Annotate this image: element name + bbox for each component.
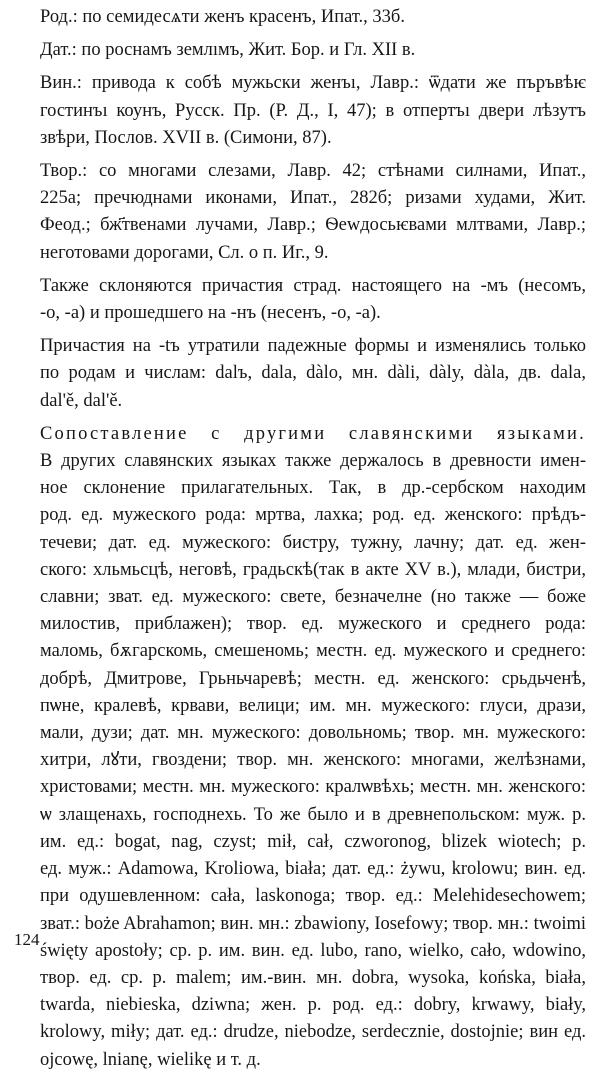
text-line: Причастия на -tъ утратили падежные формы и изменялись только bbox=[40, 336, 586, 357]
paragraph-dat bbox=[40, 37, 586, 64]
text-line: ед. муж.: Adamowa, Kroliowa, biała; дат. ед.: żywu, krolowu; вин. ед. bbox=[40, 859, 586, 880]
text-line: В других славянских языках также держалось в древности имен- bbox=[40, 451, 586, 472]
text-line: зват.: boże Abrahamon; вин. мн.: zbawiony, Iosefowy; твор. мн.: twoimi bbox=[40, 913, 586, 934]
text-line: krolowy, miły; дат. ед.: drudze, niebodze, serdecznie, dostojnie; вин ед. bbox=[40, 1022, 586, 1043]
text-line: по родам и числам: dalъ, dala, dàlo, мн. dàli, dàly, dàla, дв. dala, bbox=[40, 363, 586, 384]
text-line: Твор.: со многами слезами, Лавр. 42; стѣнами силнами, Ипат., bbox=[40, 161, 586, 182]
text-line: Вин.: привода к собѣ мужьски женъı, Лавр.: ѿдати же пъръвѣѥ bbox=[40, 73, 586, 94]
text-line: хитри, лꙋти, гвоздени; твор. мн. женского: многами, желѣзнами, bbox=[40, 750, 586, 771]
text-line: гостинъı коунъ, Русск. Пр. (Р. Д., I, 47); в отпертъı двери лѣзутъ bbox=[40, 100, 586, 121]
paragraph-tvor bbox=[40, 158, 586, 267]
body-text bbox=[40, 4, 586, 1074]
text-line: милостив, приблажен); твор. ед. мужеского и среднего рода: bbox=[40, 614, 586, 635]
page-number: 124 bbox=[14, 930, 40, 949]
text-line: ѡ злащенахь, господнехь. То же было и в древнепольском: муж. р. bbox=[40, 804, 586, 825]
text-line: им. ед.: bogat, nag, czyst; mił, cał, czworonog, blizek wiotech; р. bbox=[40, 831, 586, 852]
text-line: 225а; пречюднами иконами, Ипат., 282б; ризами худами, Жит. bbox=[40, 188, 586, 209]
section-paragraph bbox=[40, 448, 586, 1074]
text-line: мали, дузи; дат. мн. мужеского: довольномь; твор. мн. мужеского: bbox=[40, 723, 586, 744]
text-line: звѣри, Послов. XVII в. (Симони, 87). bbox=[40, 127, 332, 148]
paragraph-takzhe bbox=[40, 273, 586, 327]
text-line: ное склонение прилагательных. Так, в др.-сербском находим bbox=[40, 478, 586, 499]
text-line: dal'ě, dal'ě. bbox=[40, 390, 123, 411]
text-line: добрѣ, Дмитрове, Грьньчаревѣ; местн. ед. женского: срьдьченѣ, bbox=[40, 668, 586, 689]
text-line: święty apostoły; ср. р. им. вин. ед. lubo, rano, wielko, cało, wdowino, bbox=[40, 940, 586, 961]
text-line: Род.: по семидесѧти женъ красенъ, Ипат., 33б. bbox=[40, 7, 405, 27]
text-line: Феод.; бж҃твенами лучами, Лавр.; Ѳеwдосьѥвами млтвами, Лавр.; bbox=[40, 215, 586, 236]
text-line: -о, -а) и прошедшего на -нъ (несенъ, -о, -а). bbox=[40, 303, 381, 324]
paragraph-vin bbox=[40, 70, 586, 152]
text-line: twarda, niebieska, dziwna; жен. р. род. ед.: dobry, krwawy, biały, bbox=[40, 995, 586, 1016]
text-line: неготовами дорогами, Сл. о п. Иг., 9. bbox=[40, 242, 329, 263]
text-line: Также склоняются причастия страд. настоящего на -мъ (несомъ, bbox=[40, 275, 586, 296]
text-line: твор. ед. ср. р. malem; им.-вин. мн. dobra, wysoka, końska, biała, bbox=[40, 967, 586, 988]
text-line: ского: хльмьсцѣ, неговѣ, градьскѣ(так в акте XV в.), млади, бистри, bbox=[40, 559, 586, 580]
paragraph-prichastia bbox=[40, 333, 586, 415]
text-line: ojcowę, lnianę, wielikę и т. д. bbox=[40, 1049, 261, 1070]
text-line: при одушевленном: cała, laskonoga; твор. ед.: Melehidesechowem; bbox=[40, 886, 586, 907]
section-heading: Сопоставление с другими славянскими языками. bbox=[40, 423, 586, 444]
text-line: течеви; дат. ед. мужеского: бистру, тужну, лачну; дат. ед. жен- bbox=[40, 532, 586, 553]
text-line: христовами; местн. мн. мужеского: кралѡвѣхь; местн. мн. женского: bbox=[40, 777, 586, 798]
text-line: пѡне, кралевѣ, крвави, велици; им. мн. мужеского: глуси, дрази, bbox=[40, 695, 586, 716]
text-line: маломь, бѫгарскомь, смешеномь; местн. ед. мужеского и среднего: bbox=[40, 641, 586, 662]
text-line: славни; зват. ед. мужеского: свете, безначелне (но также — боже bbox=[40, 587, 586, 608]
paragraph-rod bbox=[40, 4, 586, 31]
text-line: род. ед. мужеского рода: мртва, лахка; род. ед. женского: прѣдъ- bbox=[40, 505, 586, 526]
text-line: Дат.: по роснамъ землıмъ, Жит. Бор. и Гл. XII в. bbox=[40, 40, 416, 61]
